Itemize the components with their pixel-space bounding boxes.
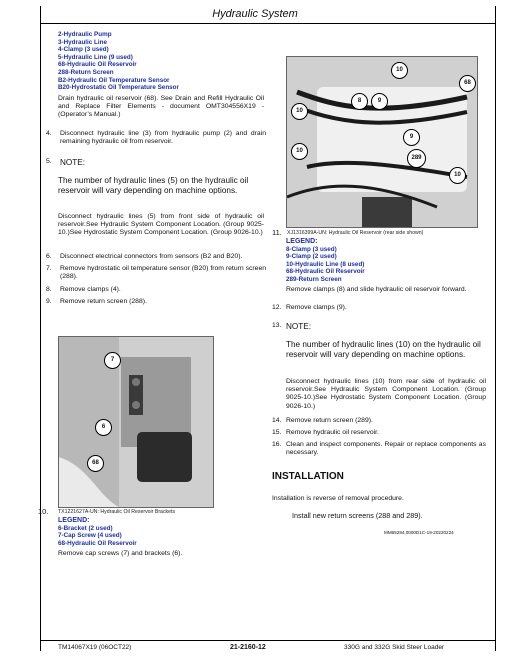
step-text: Remove return screen (289). xyxy=(286,417,373,424)
callout-68: 68 xyxy=(87,455,104,472)
footer-divider xyxy=(40,640,495,641)
installation-step: Install new return screens (288 and 289). xyxy=(292,511,423,520)
legend-item: 5-Hydraulic Line (9 used) xyxy=(58,53,133,61)
legend-item: 68-Hydraulic Oil Reservoir xyxy=(58,539,137,547)
step-number: 15. xyxy=(272,429,282,436)
document-reference: MM65284,0000D1C-19-20220224 xyxy=(384,530,454,535)
legend-title: LEGEND: xyxy=(286,238,318,245)
legend-item: 68-Hydraulic Oil Reservoir xyxy=(58,61,137,69)
step-number: 4. xyxy=(46,130,52,137)
callout-10: 10 xyxy=(291,143,308,160)
step-5-note: The number of hydraulic lines (5) on the hydraulic oil reservoir will vary depending on machine options. xyxy=(58,176,249,195)
legend-item: B20-Hydrostatic Oil Temperature Sensor xyxy=(58,84,179,92)
callout-10: 10 xyxy=(291,103,308,120)
footer-doc-id: TM14067X19 (06OCT22) xyxy=(58,644,132,651)
legend-item: 10-Hydraulic Line (8 used) xyxy=(286,260,365,268)
step-text: Disconnect hydraulic line (3) from hydraulic pump (2) and drain remaining hydraulic oil from reservoir. xyxy=(60,130,266,146)
step-13-note: The number of hydraulic lines (10) on the hydraulic oil reservoir will vary depending on machine options. xyxy=(286,340,481,359)
legend-item: 6-Bracket (2 used) xyxy=(58,524,113,532)
step-11-text: Remove clamps (8) and slide hydraulic oil reservoir forward. xyxy=(286,286,467,293)
step-text: Remove clamps (9). xyxy=(286,304,347,311)
legend-item: 288-Return Screen xyxy=(58,68,114,76)
step-text: Remove return screen (288). xyxy=(60,298,147,305)
installation-heading: INSTALLATION xyxy=(272,471,344,482)
step-number: 14. xyxy=(272,417,282,424)
step-number: 9. xyxy=(46,298,52,305)
step-number: 12. xyxy=(272,304,282,311)
header-divider xyxy=(40,23,495,24)
page-title: Hydraulic System xyxy=(212,8,298,20)
step-13-text: Disconnect hydraulic lines (10) from rear side of hydraulic oil reservoir.See Hydraulic System Component Location. (Group 9025-10.)See Hydrostatic System Component Location. (Group 9026-10.) xyxy=(286,378,486,410)
legend-item: B2-Hydraulic Oil Temperature Sensor xyxy=(58,76,170,84)
step-number: 6. xyxy=(46,253,52,260)
step-text: Remove hydraulic oil reservoir. xyxy=(286,429,379,436)
reservoir-rear-photo xyxy=(286,56,478,228)
step-text: Clean and inspect components. Repair or replace components as necessary. xyxy=(286,441,486,457)
legend-item: 7-Cap Screw (4 used) xyxy=(58,532,122,540)
legend-item: 289-Return Screen xyxy=(286,275,342,283)
legend-item: 8-Clamp (3 used) xyxy=(286,245,337,253)
callout-9: 9 xyxy=(403,129,420,146)
footer-page-number: 21-2160-12 xyxy=(230,644,266,651)
legend-item: 9-Clamp (2 used) xyxy=(286,253,337,261)
figure-caption: XJ1316399A-UN: Hydraulic Oil Reservoir (rear side shown) xyxy=(287,230,424,236)
note-label: NOTE: xyxy=(60,158,86,167)
legend-item: 3-Hydraulic Line xyxy=(58,38,107,46)
callout-289: 289 xyxy=(407,149,426,168)
legend-title: LEGEND: xyxy=(58,517,90,524)
step-text: Remove hydrostatic oil temperature sensor (B20) from return screen (288). xyxy=(60,265,266,281)
callout-9: 9 xyxy=(371,93,388,110)
legend-step-10 xyxy=(58,517,268,547)
figure-caption: TX1221627A-UN: Hydraulic Oil Reservoir Brackets xyxy=(58,509,176,515)
callout-10: 10 xyxy=(391,62,408,79)
step-text: Remove clamps (4). xyxy=(60,286,121,293)
step-number: 8. xyxy=(46,286,52,293)
bracket-illustration xyxy=(59,337,213,507)
legend-top xyxy=(58,31,268,92)
reservoir-brackets-photo xyxy=(58,336,214,508)
legend-step-11 xyxy=(286,238,486,284)
callout-8: 8 xyxy=(351,93,368,110)
step-number: 16. xyxy=(272,441,282,448)
reservoir-illustration xyxy=(287,57,477,227)
legend-item: 2-Hydraulic Pump xyxy=(58,31,112,38)
legend-item: 4-Clamp (3 used) xyxy=(58,46,109,54)
step-10-text: Remove cap screws (7) and brackets (6). xyxy=(58,550,183,557)
step-5-text: Disconnect hydraulic lines (5) from front side of hydraulic oil reservoir.See Hydraulic System Component Location. (Group 9025-10.)See Hydrostatic System Component Location. (Group 9026-10.) xyxy=(58,213,264,237)
callout-6: 6 xyxy=(95,419,112,436)
note-label: NOTE: xyxy=(286,322,312,331)
step-number: 10. xyxy=(38,507,49,516)
drain-instruction: Drain hydraulic oil reservoir (68). See Drain and Refill Hydraulic Oil and Replace Filter Elements - document OMT304556X19 - (Operator’s Manual.) xyxy=(58,95,264,119)
step-text: Disconnect electrical connectors from sensors (B2 and B20). xyxy=(60,253,243,260)
footer-model: 330G and 332G Skid Steer Loader xyxy=(344,644,445,651)
step-number: 5. xyxy=(46,158,52,165)
installation-intro: Installation is reverse of removal procedure. xyxy=(272,495,404,502)
step-number: 11. xyxy=(272,228,282,237)
callout-7: 7 xyxy=(104,352,121,369)
step-number: 7. xyxy=(46,265,52,272)
step-number: 13. xyxy=(272,322,282,329)
legend-item: 68-Hydraulic Oil Reservoir xyxy=(286,268,365,276)
callout-68: 68 xyxy=(459,75,476,92)
callout-10: 10 xyxy=(449,167,466,184)
